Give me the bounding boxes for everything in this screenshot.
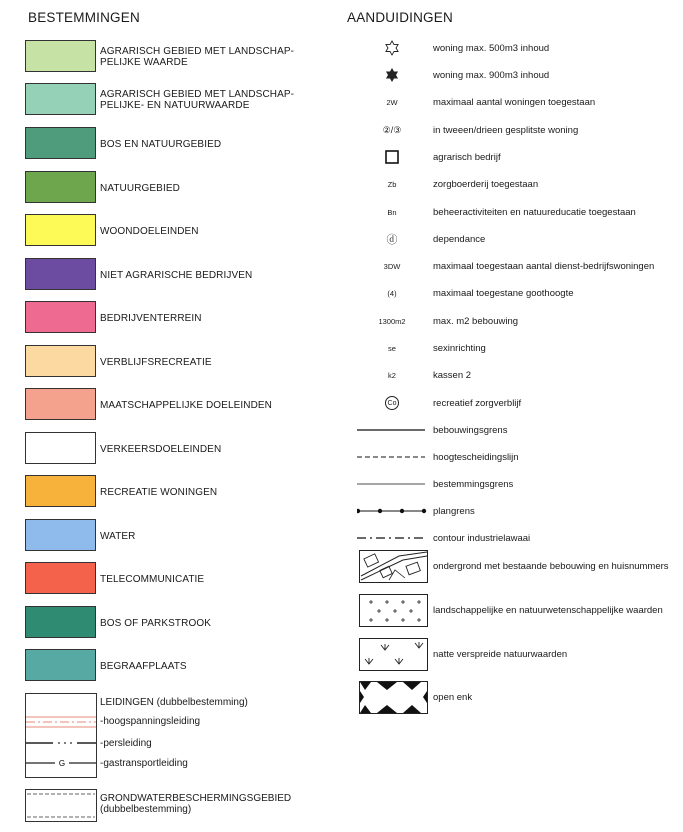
legend-label: BOS EN NATUURGEBIED	[100, 138, 222, 150]
symbol-code: se	[388, 343, 396, 353]
color-swatch	[25, 258, 96, 290]
zigzag-pattern-icon	[359, 681, 428, 714]
symbol-code: (4)	[387, 288, 397, 298]
legend-label: AGRARISCH GEBIED MET LANDSCHAP- PELIJKE- EN NATUURWAARDE	[100, 89, 295, 111]
legend-row	[25, 432, 325, 466]
plus-pattern-icon	[359, 594, 428, 627]
aanduiding-row	[357, 66, 677, 84]
leiding-item: -gastransportleiding	[100, 758, 188, 769]
legend-row	[25, 345, 325, 379]
aanduiding-label: max. m2 bebouwing	[433, 315, 519, 327]
aanduiding-row	[357, 93, 677, 111]
aanduiding-row	[357, 366, 677, 384]
aanduiding-row	[357, 475, 677, 493]
aanduiding-label: dependance	[433, 233, 486, 245]
aanduiding-label: in tweeen/drieen gesplitste woning	[433, 124, 579, 136]
legend-label: BEGRAAFPLAATS	[100, 660, 187, 672]
legend-label: RECREATIE WONINGEN	[100, 486, 218, 498]
aanduiding-label: agrarisch bedrijf	[433, 151, 501, 163]
legend-label: VERKEERSDOELEINDEN	[100, 443, 222, 455]
legend-label: NATUURGEBIED	[100, 182, 180, 194]
grondwater-label: GRONDWATERBESCHERMINGSGEBIED (dubbelbestemming)	[100, 793, 292, 815]
color-swatch	[25, 301, 96, 333]
gebied-label: natte verspreide natuurwaarden	[433, 649, 568, 660]
legend-label: WOONDOELEINDEN	[100, 225, 199, 237]
color-swatch	[25, 40, 96, 72]
legend-row	[25, 519, 325, 553]
aanduidingen-title: AANDUIDINGEN	[347, 10, 453, 25]
symbol-code: 1300m2	[378, 316, 406, 326]
aanduiding-row	[357, 502, 677, 520]
symbol-code: k2	[388, 370, 396, 380]
aanduiding-row	[357, 284, 677, 302]
aanduiding-label: sexinrichting	[433, 342, 486, 354]
aanduiding-label: woning max. 500m3 inhoud	[433, 42, 550, 54]
color-swatch	[25, 388, 96, 420]
aanduiding-row	[357, 230, 677, 248]
symbol-code: Zb	[387, 179, 397, 189]
symbol-code: 2W	[386, 97, 398, 107]
legend-row	[25, 475, 325, 509]
gebied-label: open enk	[433, 692, 473, 703]
legend-label: BOS OF PARKSTROOK	[100, 617, 211, 629]
aanduiding-row	[357, 339, 677, 357]
dash-dot-line-icon	[357, 529, 427, 547]
aanduiding-row	[357, 39, 677, 57]
legend-row	[25, 83, 325, 117]
color-swatch	[25, 345, 96, 377]
aanduiding-label: kassen 2	[433, 369, 472, 381]
color-swatch	[25, 519, 96, 551]
symbol-code-circled: Co	[385, 396, 399, 410]
square-outline-icon	[357, 148, 427, 166]
legend-row	[25, 127, 325, 161]
color-swatch	[25, 562, 96, 594]
aanduiding-row	[357, 148, 677, 166]
leiding-item: -hoogspanningsleiding	[100, 716, 201, 727]
aanduiding-label: hoogtescheidingslijn	[433, 451, 519, 463]
symbol-code: 3DW	[383, 261, 401, 271]
dotted-boundary-line-icon	[357, 502, 427, 520]
gebied-row	[359, 594, 679, 628]
symbol-code: ②/③	[382, 124, 402, 135]
aanduiding-label: woning max. 900m3 inhoud	[433, 69, 550, 81]
leidingen-swatch	[25, 693, 97, 778]
color-swatch	[25, 127, 96, 159]
legend-row	[25, 606, 325, 640]
aanduiding-label: recreatief zorgverblijf	[433, 397, 522, 409]
gas-symbol: G	[58, 759, 66, 768]
bestemmingen-title: BESTEMMINGEN	[28, 10, 140, 25]
color-swatch	[25, 171, 96, 203]
solid-line-icon	[357, 421, 427, 439]
aanduiding-row	[357, 175, 677, 193]
legend-row	[25, 388, 325, 422]
aanduiding-label: maximaal aantal woningen toegestaan	[433, 96, 596, 108]
color-swatch	[25, 606, 96, 638]
thin-line-icon	[357, 475, 427, 493]
legend-label: WATER	[100, 530, 136, 542]
aanduiding-row	[357, 529, 677, 547]
aanduiding-label: zorgboerderij toegestaan	[433, 178, 539, 190]
leidingen-block	[25, 693, 325, 778]
symbol-code: Bn	[387, 207, 397, 217]
gebied-row	[359, 550, 679, 584]
legend-label: TELECOMMUNICATIE	[100, 573, 205, 585]
aanduiding-row	[357, 421, 677, 439]
aanduiding-label: contour industrielawaai	[433, 532, 531, 544]
aanduiding-label: bebouwingsgrens	[433, 424, 508, 436]
symbol-code: ⓓ	[386, 234, 398, 246]
legend-row	[25, 214, 325, 248]
color-swatch	[25, 83, 96, 115]
legend-row	[25, 562, 325, 596]
legend-row	[25, 258, 325, 292]
gebied-row	[359, 638, 679, 672]
legend-label: AGRARISCH GEBIED MET LANDSCHAP- PELIJKE WAARDE	[100, 46, 295, 68]
star-outline-icon	[357, 39, 427, 57]
aanduiding-label: maximaal toegestaan aantal dienst-bedrijfswoningen	[433, 260, 655, 272]
aanduiding-row	[357, 257, 677, 275]
star-filled-icon	[357, 66, 427, 84]
grondwater-swatch	[25, 789, 97, 822]
gebied-label: ondergrond met bestaande bebouwing en huisnummers	[433, 561, 669, 572]
legend-row	[25, 649, 325, 683]
color-swatch	[25, 475, 96, 507]
aanduiding-row	[357, 394, 677, 412]
map-fragment-icon	[359, 550, 428, 583]
aanduiding-row	[357, 121, 677, 139]
aanduiding-label: maximaal toegestane goothoogte	[433, 287, 574, 299]
leiding-item: -persleiding	[100, 738, 152, 749]
legend-row	[25, 301, 325, 335]
legend-row	[25, 171, 325, 205]
legend-row	[25, 40, 325, 74]
legend-label: VERBLIJFSRECREATIE	[100, 356, 212, 368]
aanduiding-label: beheeractiviteiten en natuureducatie toegestaan	[433, 206, 636, 218]
dashed-line-icon	[357, 448, 427, 466]
aanduiding-label: bestemmingsgrens	[433, 478, 514, 490]
grondwater-block	[25, 789, 325, 823]
aanduiding-row	[357, 203, 677, 221]
gebied-row	[359, 681, 679, 715]
legend-label: NIET AGRARISCHE BEDRIJVEN	[100, 269, 253, 281]
aanduiding-row	[357, 312, 677, 330]
arrow-pattern-icon	[359, 638, 428, 671]
color-swatch	[25, 214, 96, 246]
color-swatch	[25, 432, 96, 464]
aanduiding-row	[357, 448, 677, 466]
legend-label: MAATSCHAPPELIJKE DOELEINDEN	[100, 399, 273, 411]
leidingen-title: LEIDINGEN (dubbelbestemming)	[100, 697, 248, 708]
aanduiding-label: plangrens	[433, 505, 475, 517]
legend-label: BEDRIJVENTERREIN	[100, 312, 202, 324]
gebied-label: landschappelijke en natuurwetenschappelijke waarden	[433, 605, 663, 616]
symbol-code	[357, 394, 427, 412]
color-swatch	[25, 649, 96, 681]
